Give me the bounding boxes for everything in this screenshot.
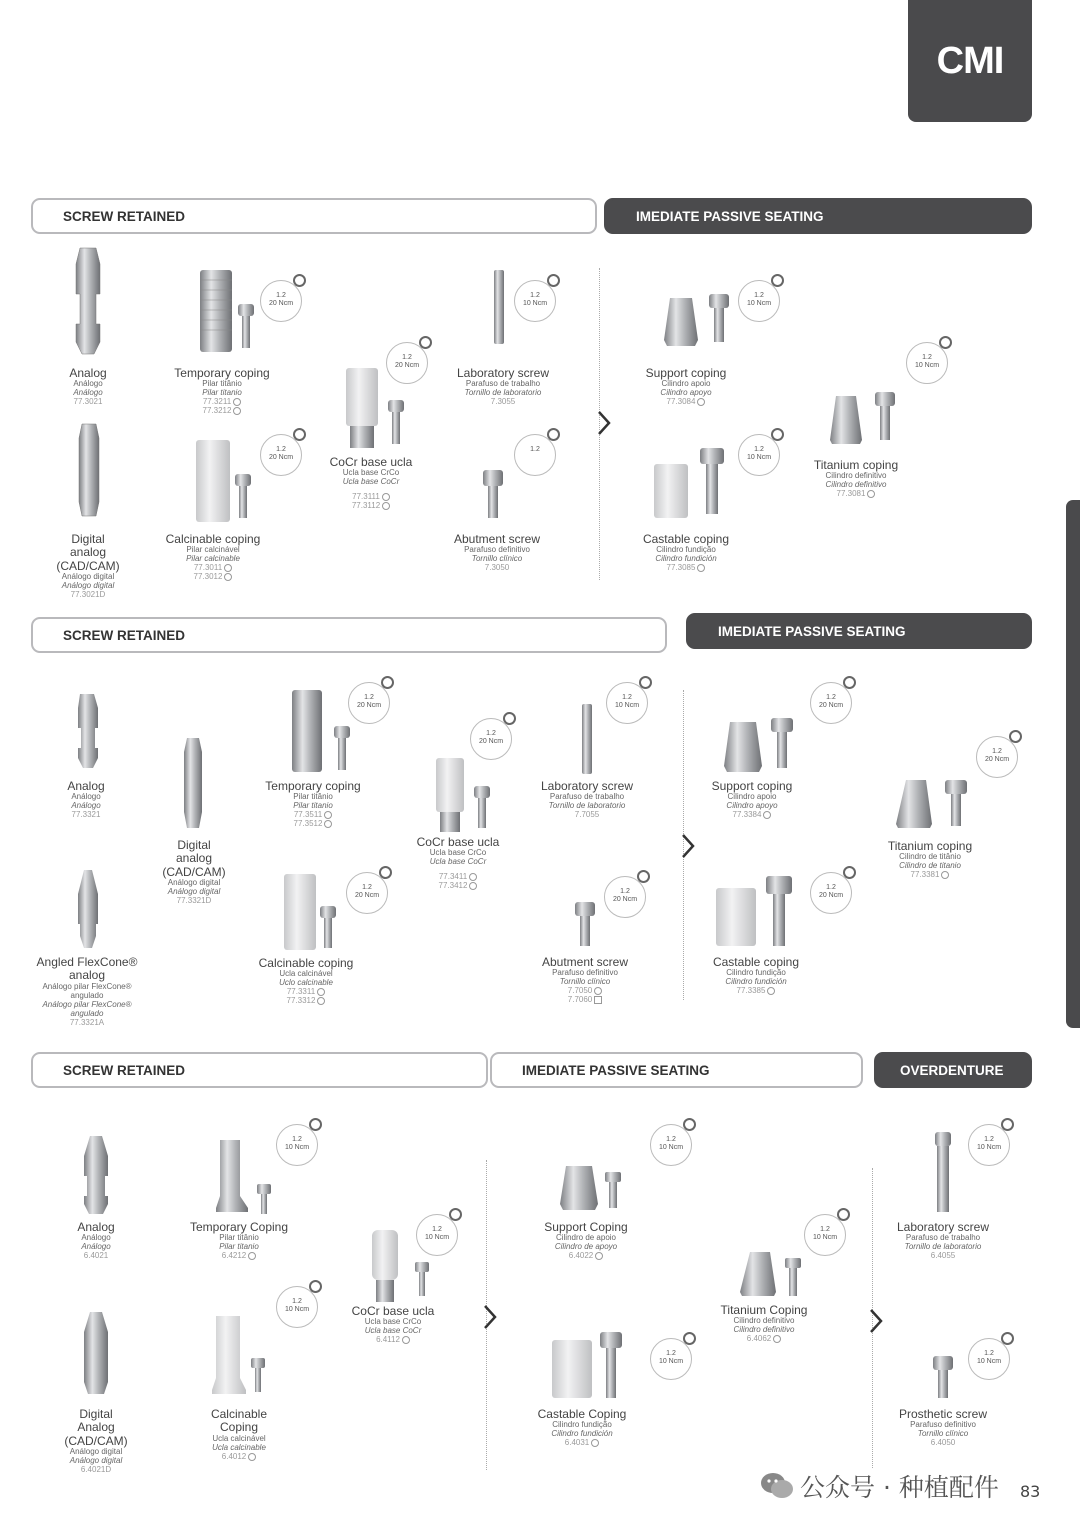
- analog-label: Analog Análogo Análogo 77.3021: [69, 366, 107, 407]
- support-coping-label: Support Coping Cilindro de apoio Cilindro de apoyo 6.4022: [544, 1220, 628, 1261]
- torque-badge: 1.2 10 Ncm: [416, 1214, 458, 1256]
- temporary-coping-part-image: [214, 1138, 250, 1214]
- analog-label: Analog Análogo Análogo 77.3321: [67, 779, 105, 820]
- digital-analog-part-image: [178, 736, 208, 832]
- torque-badge: 1.2 20 Ncm: [470, 718, 512, 760]
- castable-coping-label: Castable coping Cilindro fundição Cilindro fundición 77.3385: [712, 955, 800, 996]
- abutment-screw-label: Abutment screw Parafuso definitivo Tornillo clínico 7.7050 7.7060: [541, 955, 629, 1005]
- torque-badge: 1.2 20 Ncm: [810, 682, 852, 724]
- torque-badge: 1.2 10 Ncm: [738, 280, 780, 322]
- torque-badge: 1.2 20 Ncm: [386, 342, 428, 384]
- cocr-ucla-label: CoCr base ucla Ucla base CrCo Ucla base CoCr 77.3111 77.3112: [329, 455, 413, 511]
- digital-analog-label: Digital Analog (CAD/CAM) Análogo digital Análogo digital 6.4021D: [64, 1407, 128, 1475]
- screw-part-image: [256, 1184, 272, 1214]
- screw-part-image: [318, 906, 338, 950]
- screw-part-image: [770, 718, 794, 770]
- chevron-right-icon: [480, 1302, 500, 1332]
- brand-tab: CMI: [908, 0, 1032, 122]
- laboratory-screw-label: Laboratory screw Parafuso de trabalho Tornillo de laboratorio 6.4055: [896, 1220, 990, 1261]
- page-number: 83: [1020, 1482, 1041, 1501]
- screw-part-image: [604, 1172, 622, 1208]
- abutment-screw-label: Abutment screw Parafuso definitivo Tornillo clínico 7.3050: [453, 532, 541, 573]
- section3-screw-retained-header: SCREW RETAINED: [31, 1052, 488, 1088]
- torque-badge: 1.2 10 Ncm: [968, 1338, 1010, 1380]
- section2-passive-seating-header: IMEDIATE PASSIVE SEATING: [686, 613, 1032, 649]
- torque-badge: 1.2: [514, 434, 556, 476]
- wechat-watermark: [760, 1468, 999, 1504]
- torque-badge: 1.2 10 Ncm: [606, 682, 648, 724]
- calcinable-coping-label: Calcinable coping Ucla calcinável Uclo calcinable 77.3311 77.3312: [258, 956, 354, 1006]
- support-coping-label: Support coping Cilindro apoio Cilindro apoyo 77.3384: [711, 779, 793, 820]
- temporary-coping-label: Temporary coping Pilar titânio Pilar titanio 77.3511 77.3512: [265, 779, 361, 829]
- chevron-right-icon: [678, 831, 698, 861]
- castable-screw-part-image: [598, 1332, 624, 1400]
- cocr-ucla-part-image: [434, 756, 466, 834]
- castable-coping-part-image: [550, 1338, 594, 1400]
- chevron-right-icon: [594, 408, 614, 438]
- torque-badge: 1.2 10 Ncm: [514, 280, 556, 322]
- titanium-coping-label: Titanium coping Cilindro de titânio Cilindro de titanio 77.3381: [887, 839, 973, 880]
- screw-part-image: [708, 294, 730, 344]
- analog-part-image: [78, 1134, 114, 1216]
- torque-badge: 1.2 10 Ncm: [276, 1286, 318, 1328]
- titanium-coping-label: Titanium Coping Cilindro definitivo Cilindro definitivo 6.4062: [720, 1303, 808, 1344]
- support-coping-part-image: [558, 1164, 600, 1212]
- wechat-icon: [760, 1471, 794, 1501]
- torque-badge: 1.2 10 Ncm: [906, 342, 948, 384]
- side-index-bar: [1066, 500, 1080, 1028]
- screw-part-image: [332, 726, 352, 772]
- laboratory-screw-label: Laboratory screw Parafuso de trabalho Tornillo de laboratorio 7.7055: [540, 779, 634, 820]
- torque-badge: 1.2 10 Ncm: [968, 1124, 1010, 1166]
- digital-analog-part-image: [72, 420, 106, 524]
- castable-screw-part-image: [764, 876, 794, 948]
- titanium-coping-label: Titanium coping Cilindro definitivo Cilindro definitivo 77.3081: [813, 458, 899, 499]
- cocr-ucla-part-image: [344, 366, 380, 450]
- support-coping-part-image: [662, 296, 700, 348]
- calcinable-coping-part-image: [282, 872, 320, 952]
- prosthetic-screw-part-image: [932, 1356, 954, 1400]
- screw-part-image: [472, 786, 492, 830]
- torque-badge: 1.2 20 Ncm: [976, 736, 1018, 778]
- prosthetic-screw-label: Prosthetic screw Parafuso definitivo Tornillo clínico 6.4050: [898, 1407, 988, 1448]
- castable-screw-part-image: [698, 448, 726, 516]
- torque-badge: 1.2 10 Ncm: [276, 1124, 318, 1166]
- temporary-coping-label: Temporary coping Pilar titânio Pilar titanio 77.3211 77.3212: [174, 366, 270, 416]
- watermark-text: 公众号 · 种植配件: [800, 1473, 999, 1502]
- abutment-screw-part-image: [574, 902, 596, 948]
- cocr-ucla-label: CoCr base ucla Ucla base CrCo Ucla base CoCr 77.3411 77.3412: [416, 835, 500, 891]
- laboratory-screw-label: Laboratory screw Parafuso de trabalho Tornillo de laboratorio 7.3055: [456, 366, 550, 407]
- torque-badge: 1.2 10 Ncm: [738, 434, 780, 476]
- castable-coping-label: Castable Coping Cilindro fundição Cilindro fundición 6.4031: [537, 1407, 627, 1448]
- angled-flexcone-analog-label: Angled FlexCone® analog Análogo pilar FlexCone® angulado Análogo pilar FlexCone® angulado 77.3321A: [36, 955, 138, 1027]
- torque-badge: 1.2 20 Ncm: [604, 876, 646, 918]
- section2-screw-retained-header: SCREW RETAINED: [31, 617, 667, 653]
- torque-badge: 1.2 20 Ncm: [810, 872, 852, 914]
- calcinable-coping-part-image: [194, 438, 234, 524]
- analog-part-image: [72, 692, 102, 770]
- torque-badge: 1.2 20 Ncm: [260, 434, 302, 476]
- support-coping-part-image: [722, 720, 764, 774]
- section1-screw-retained-header: SCREW RETAINED: [31, 198, 597, 234]
- section3-passive-seating-header: IMEDIATE PASSIVE SEATING: [490, 1052, 863, 1088]
- castable-coping-part-image: [714, 886, 758, 948]
- support-coping-label: Support coping Cilindro apoio Cilindro apoyo 77.3084: [645, 366, 727, 407]
- cocr-ucla-part-image: [368, 1228, 402, 1304]
- abutment-screw-part-image: [482, 470, 504, 520]
- torque-badge: 1.2 10 Ncm: [650, 1338, 692, 1380]
- temporary-coping-part-image: [290, 688, 324, 774]
- screw-part-image: [250, 1358, 266, 1392]
- cocr-ucla-label: CoCr base ucla Ucla base CrCo Ucla base CoCr 6.4112: [351, 1304, 435, 1345]
- laboratory-screw-part-image: [492, 270, 506, 346]
- titanium-coping-part-image: [896, 778, 936, 830]
- digital-analog-label: Digital analog (CAD/CAM) Análogo digital Análogo digital 77.3321D: [162, 838, 226, 906]
- laboratory-screw-part-image: [580, 704, 594, 776]
- torque-badge: 1.2 20 Ncm: [348, 682, 390, 724]
- analog-label: Analog Análogo Análogo 6.4021: [77, 1220, 115, 1261]
- torque-badge: 1.2 20 Ncm: [260, 280, 302, 322]
- temporary-coping-part-image: [198, 268, 234, 354]
- section1-passive-seating-header: IMEDIATE PASSIVE SEATING: [604, 198, 1032, 234]
- torque-badge: 1.2 10 Ncm: [804, 1214, 846, 1256]
- temporary-coping-label: Temporary Coping Pilar titânio Pilar titanio 6.4212: [189, 1220, 289, 1261]
- chevron-right-icon: [866, 1306, 886, 1336]
- calcinable-coping-part-image: [210, 1314, 250, 1396]
- torque-badge: 1.2 10 Ncm: [650, 1124, 692, 1166]
- titanium-coping-part-image: [828, 394, 864, 446]
- section3-overdenture-header: OVERDENTURE: [874, 1052, 1032, 1088]
- castable-coping-label: Castable coping Cilindro fundição Cilindro fundición 77.3085: [642, 532, 730, 573]
- analog-part-image: [68, 246, 108, 358]
- laboratory-screw-part-image: [932, 1132, 954, 1214]
- angled-flexcone-analog-part-image: [74, 868, 102, 950]
- digital-analog-part-image: [78, 1310, 114, 1396]
- digital-analog-label: Digital analog (CAD/CAM) Análogo digital Análogo digital 77.3021D: [56, 532, 120, 600]
- torque-badge: 1.2 20 Ncm: [346, 872, 388, 914]
- screw-part-image: [233, 474, 253, 520]
- screw-part-image: [236, 304, 256, 350]
- screw-part-image: [414, 1262, 430, 1296]
- castable-coping-part-image: [652, 462, 690, 520]
- titanium-coping-part-image: [740, 1250, 780, 1298]
- calcinable-coping-label: Calcinable Coping Ucla calcinável Ucla calcinable 6.4012: [210, 1407, 268, 1461]
- screw-part-image: [386, 400, 406, 446]
- screw-part-image: [874, 392, 896, 442]
- screw-part-image: [944, 780, 968, 828]
- calcinable-coping-label: Calcinable coping Pilar calcinável Pilar calcinable 77.3011 77.3012: [165, 532, 261, 582]
- screw-part-image: [784, 1258, 802, 1296]
